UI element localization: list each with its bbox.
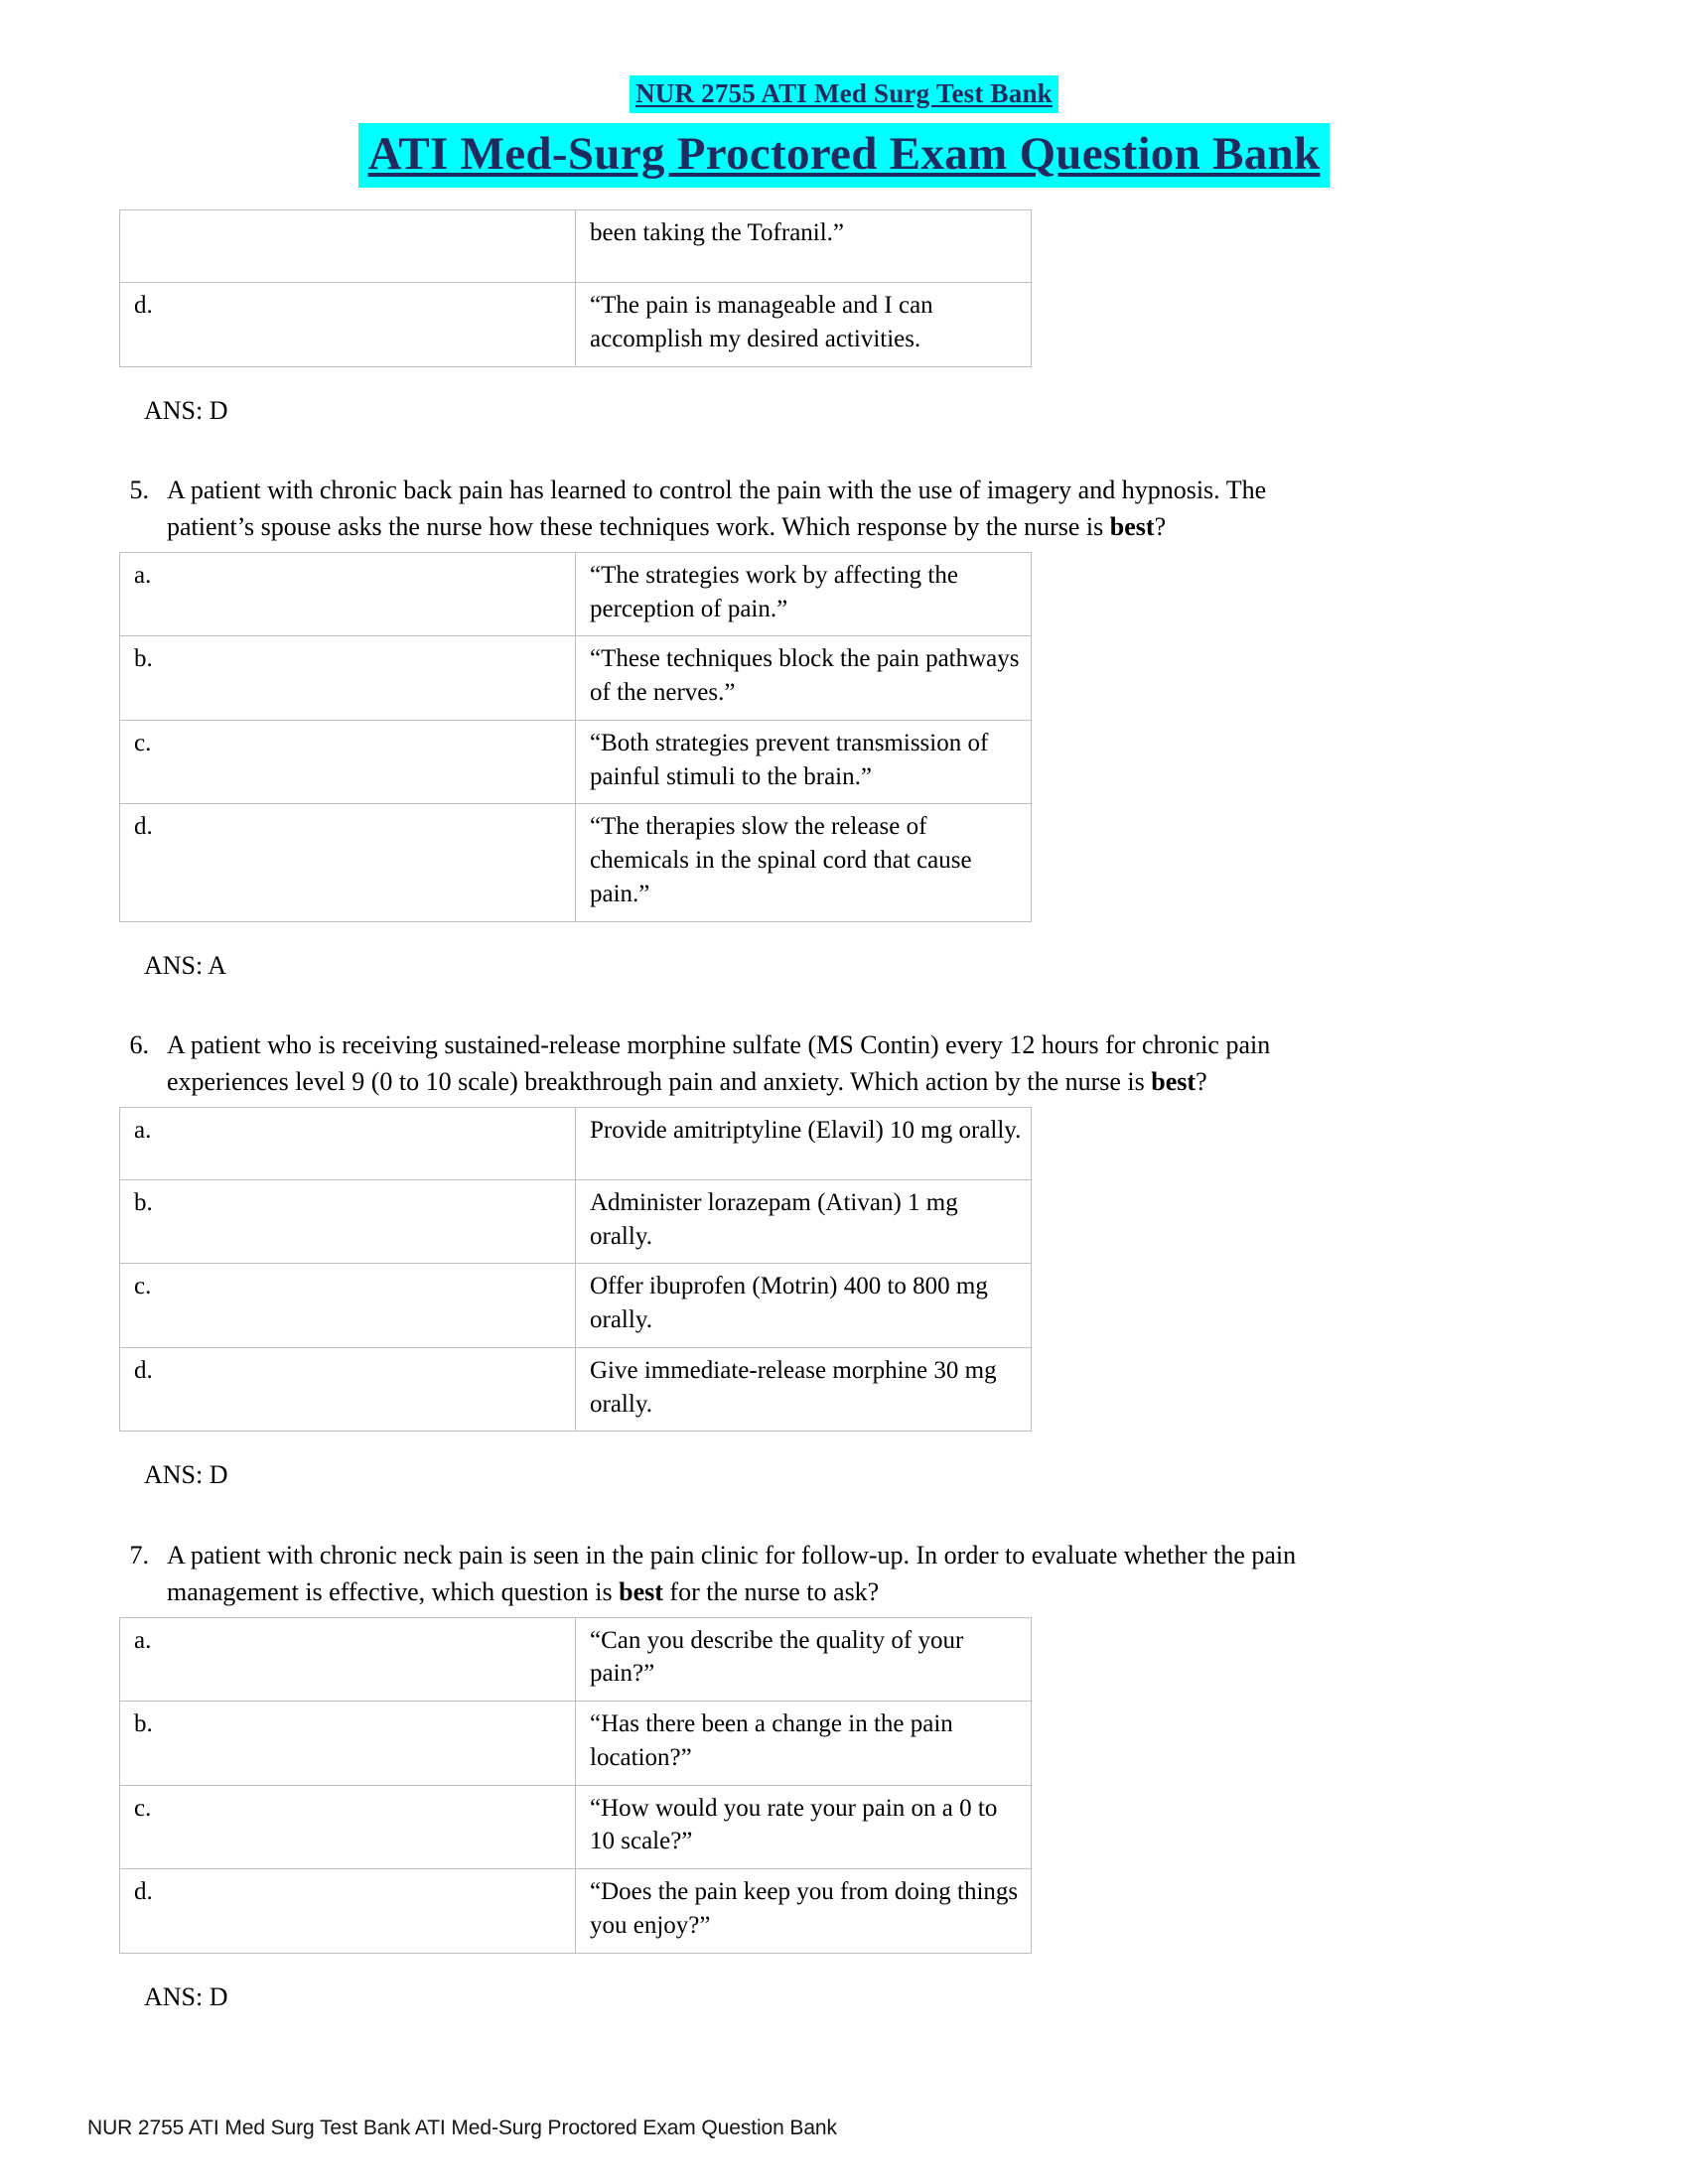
- option-letter: a.: [120, 1617, 576, 1702]
- question-text-part2: for the nurse to ask?: [662, 1576, 880, 1606]
- option-letter: a.: [120, 1107, 576, 1179]
- option-letter: d.: [120, 1347, 576, 1432]
- question-text: [167, 473, 1348, 546]
- option-choice: “Has there been a change in the pain location?”: [576, 1702, 1032, 1786]
- option-choice: “Both strategies prevent transmission of painful stimuli to the brain.”: [576, 720, 1032, 804]
- option-letter: b.: [120, 636, 576, 721]
- option-choice: been taking the Tofranil.”: [576, 210, 1032, 283]
- question-text: [167, 1027, 1348, 1101]
- option-letter: c.: [120, 720, 576, 804]
- spacer: [119, 1432, 1569, 1457]
- option-letter: d.: [120, 1869, 576, 1954]
- option-choice: Give immediate-release morphine 30 mg orally.: [576, 1347, 1032, 1432]
- answer-line: ANS: A: [144, 950, 227, 980]
- table-row: [120, 1702, 1032, 1786]
- document-subtitle-row: [0, 0, 1688, 113]
- table-row: [120, 552, 1032, 636]
- options-table-continued: [119, 209, 1032, 367]
- document-title-row: [0, 113, 1688, 188]
- spacer: [119, 1494, 1569, 1538]
- spacer: [119, 429, 1569, 473]
- document-content: [0, 209, 1688, 2015]
- answer-line: ANS: D: [144, 1460, 228, 1490]
- table-row: [120, 210, 1032, 283]
- question-block: [119, 473, 1569, 546]
- question-text-part1: A patient with chronic back pain has learned to control the pain with the use of imagery and hypnosis. The patient’s spouse asks the nurse how these techniques work. Which response by the nurse is: [167, 476, 1267, 541]
- option-choice: “How would you rate your pain on a 0 to 10 scale?”: [576, 1785, 1032, 1869]
- question-text: [167, 1538, 1348, 1611]
- question-text-part1: A patient with chronic neck pain is seen in the pain clinic for follow-up. In order to evaluate whether the pain management is effective, which question is: [167, 1540, 1297, 1606]
- table-row: [120, 283, 1032, 367]
- question-number: 6.: [129, 1029, 149, 1059]
- question-emphasis: best: [1151, 1066, 1196, 1096]
- option-choice: “The therapies slow the release of chemicals in the spinal cord that cause pain.”: [576, 804, 1032, 921]
- option-choice: “The pain is manageable and I can accomplish my desired activities.: [576, 283, 1032, 367]
- answer-line: ANS: D: [144, 1981, 228, 2011]
- options-table-q6: [119, 1107, 1032, 1433]
- document-title: ATI Med-Surg Proctored Exam Question Bank: [358, 123, 1331, 188]
- option-letter: d.: [120, 804, 576, 921]
- option-choice: “The strategies work by affecting the perception of pain.”: [576, 552, 1032, 636]
- question-block: [119, 1538, 1569, 1611]
- spacer: [119, 922, 1569, 948]
- options-table-q5: [119, 552, 1032, 922]
- question-text-part1: A patient who is receiving sustained-release morphine sulfate (MS Contin) every 12 hours for chronic pain experiences level 9 (0 to 10 scale) breakthrough pain and anxiety. Which action by the nurse is: [167, 1029, 1271, 1096]
- option-letter: c.: [120, 1264, 576, 1348]
- spacer: [119, 367, 1569, 393]
- option-letter: a.: [120, 552, 576, 636]
- table-row: [120, 1347, 1032, 1432]
- option-letter: d.: [120, 283, 576, 367]
- spacer: [119, 984, 1569, 1027]
- table-row: [120, 804, 1032, 921]
- question-number: 5.: [129, 476, 149, 505]
- question-text-part2: ?: [1196, 1066, 1207, 1096]
- question-emphasis: best: [1109, 511, 1155, 541]
- option-choice: Administer lorazepam (Ativan) 1 mg orally.: [576, 1179, 1032, 1264]
- question-text-part2: ?: [1154, 511, 1167, 541]
- option-letter: b.: [120, 1702, 576, 1786]
- document-subtitle: NUR 2755 ATI Med Surg Test Bank: [630, 75, 1058, 113]
- option-choice: Provide amitriptyline (Elavil) 10 mg orally.: [576, 1107, 1032, 1179]
- table-row: [120, 1264, 1032, 1348]
- table-row: [120, 1617, 1032, 1702]
- table-row: [120, 1785, 1032, 1869]
- table-row: [120, 1869, 1032, 1954]
- option-choice: “These techniques block the pain pathways of the nerves.”: [576, 636, 1032, 721]
- question-number: 7.: [129, 1540, 149, 1570]
- option-choice: “Can you describe the quality of your pain?”: [576, 1617, 1032, 1702]
- table-row: [120, 1107, 1032, 1179]
- option-choice: “Does the pain keep you from doing things you enjoy?”: [576, 1869, 1032, 1954]
- option-letter: b.: [120, 1179, 576, 1264]
- option-letter: [120, 210, 576, 283]
- options-table-q7: [119, 1617, 1032, 1954]
- spacer: [119, 1954, 1569, 1979]
- table-row: [120, 1179, 1032, 1264]
- option-letter: c.: [120, 1785, 576, 1869]
- question-emphasis: best: [619, 1576, 663, 1606]
- option-choice: Offer ibuprofen (Motrin) 400 to 800 mg orally.: [576, 1264, 1032, 1348]
- question-block: [119, 1027, 1569, 1101]
- page-footer: NUR 2755 ATI Med Surg Test Bank ATI Med-Surg Proctored Exam Question Bank: [87, 2116, 837, 2139]
- table-row: [120, 636, 1032, 721]
- answer-line: ANS: D: [144, 395, 228, 425]
- table-row: [120, 720, 1032, 804]
